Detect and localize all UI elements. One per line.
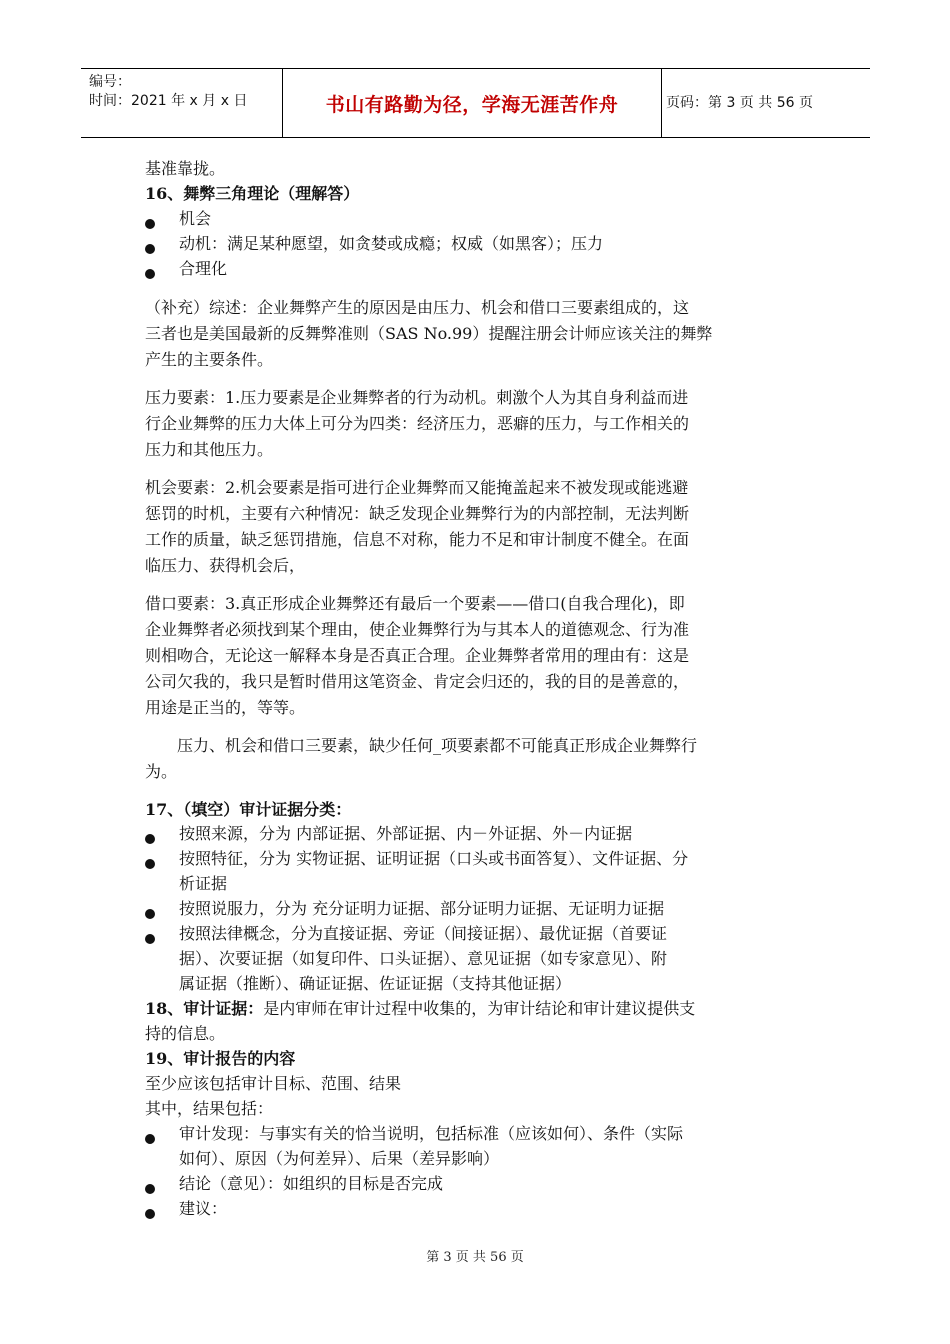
paragraph-line: 企业舞弊者必须找到某个理由，使企业舞弊行为与其本人的道德观念、行为准 [145, 620, 690, 639]
paragraph-line: 则相吻合，无论这一解释本身是否真正合理。企业舞弊者常用的理由有：这是 [145, 646, 690, 665]
paragraph-line: 惩罚的时机，主要有六种情况：缺乏发现企业舞弊行为的内部控制，无法判断 [145, 504, 690, 523]
list-item-text: 如何）、原因（为何差异）、后果（差异影响） [179, 1149, 500, 1168]
paragraph-line: 压力、机会和借口三要素，缺少任何_项要素都不可能真正形成企业舞弊行 [177, 736, 698, 755]
list-item-text: 据）、次要证据（如复印件、口头证据）、意见证据（如专家意见）、附 [179, 949, 668, 968]
list-item-text: 按照来源，分为 内部证据、外部证据、内－外证据、外－内证据 [179, 824, 633, 843]
paragraph-line: 三者也是美国最新的反舞弊准则（SAS No.99）提醒注册会计师应该关注的舞弊 [145, 324, 713, 343]
paragraph-line: 公司欠我的，我只是暂时借用这笔资金、肯定会归还的，我的目的是善意的， [145, 672, 690, 691]
page-header [81, 68, 870, 138]
paragraph-line: 借口要素：3.真正形成企业舞弊还有最后一个要素——借口(自我合理化)，即 [145, 594, 685, 613]
bullet-icon [145, 1204, 155, 1223]
paragraph-line: 用途是正当的，等等。 [145, 698, 306, 717]
paragraph-line: （补充）综述：企业舞弊产生的原因是由压力、机会和借口三要素组成的，这 [145, 298, 690, 317]
list-item-text: 按照法律概念，分为直接证据、旁证（间接证据）、最优证据（首要证 [179, 924, 668, 943]
paragraph-line: 临压力、获得机会后， [145, 556, 306, 575]
header-motto-cell [283, 69, 662, 137]
header-page-cell [662, 69, 870, 137]
bullet-icon [145, 264, 155, 283]
list-item-text: 建议： [179, 1199, 228, 1218]
paragraph-line: 压力和其他压力。 [145, 440, 274, 459]
paragraph-line: 行企业舞弊的压力大体上可分为四类：经济压力，恶癖的压力，与工作相关的 [145, 414, 690, 433]
list-item-text: 属证据（推断）、确证证据、佐证证据（支持其他证据） [179, 974, 572, 993]
bullet-icon [145, 1129, 155, 1148]
bullet-icon [145, 904, 155, 923]
section-heading-17: 17、（填空）审计证据分类： [145, 800, 352, 819]
paragraph-line: 基准靠拢。 [145, 159, 226, 178]
paragraph-line: 产生的主要条件。 [145, 350, 274, 369]
paragraph-line: 为。 [145, 762, 178, 781]
list-item-text: 结论（意见）：如组织的目标是否完成 [179, 1174, 444, 1193]
paragraph-line: 压力要素：1.压力要素是企业舞弊者的行为动机。刺激个人为其自身利益而进 [145, 388, 689, 407]
paragraph-line: 持的信息。 [145, 1024, 226, 1043]
list-item-text: 合理化 [179, 259, 228, 278]
list-item-text: 审计发现：与事实有关的恰当说明，包括标准（应该如何）、条件（实际 [179, 1124, 684, 1143]
list-item-text: 机会 [179, 209, 212, 228]
paragraph-line: 其中，结果包括： [145, 1099, 274, 1118]
bullet-icon [145, 929, 155, 948]
bullet-icon [145, 829, 155, 848]
list-item-text: 按照说服力，分为 充分证明力证据、部分证明力证据、无证明力证据 [179, 899, 665, 918]
list-item-text: 析证据 [179, 874, 228, 893]
section-heading-18 [145, 998, 695, 1020]
paragraph-line: 至少应该包括审计目标、范围、结果 [145, 1074, 402, 1093]
page-footer: 第 3 页 共 56 页 [426, 1250, 524, 1265]
paragraph-line: 工作的质量，缺乏惩罚措施，信息不对称，能力不足和审计制度不健全。在面 [145, 530, 690, 549]
bullet-icon [145, 214, 155, 233]
list-item-text: 动机：满足某种愿望，如贪婪或成瘾；权威（如黑客）；压力 [179, 234, 604, 253]
section-heading-18-text: 是内审师在审计过程中收集的，为审计结论和审计建议提供支 [263, 999, 696, 1018]
section-heading-16: 16、舞弊三角理论（理解答） [145, 184, 360, 203]
section-heading-18-label: 18、审计证据： [145, 999, 264, 1018]
header-info-cell [81, 69, 283, 137]
bullet-icon [145, 854, 155, 873]
paragraph-line: 机会要素：2.机会要素是指可进行企业舞弊而又能掩盖起来不被发现或能逃避 [145, 478, 689, 497]
document-code-label: 编号： [89, 74, 131, 90]
list-item-text: 按照特征，分为 实物证据、证明证据（口头或书面答复）、文件证据、分 [179, 849, 689, 868]
header-page-number: 页码：第 3 页 共 56 页 [666, 95, 813, 111]
section-heading-19: 19、审计报告的内容 [145, 1049, 296, 1068]
bullet-icon [145, 1179, 155, 1198]
document-date-label: 时间：2021 年 x 月 x 日 [89, 93, 248, 109]
header-motto: 书山有路勤为径，学海无涯苦作舟 [325, 93, 619, 116]
bullet-icon [145, 239, 155, 258]
